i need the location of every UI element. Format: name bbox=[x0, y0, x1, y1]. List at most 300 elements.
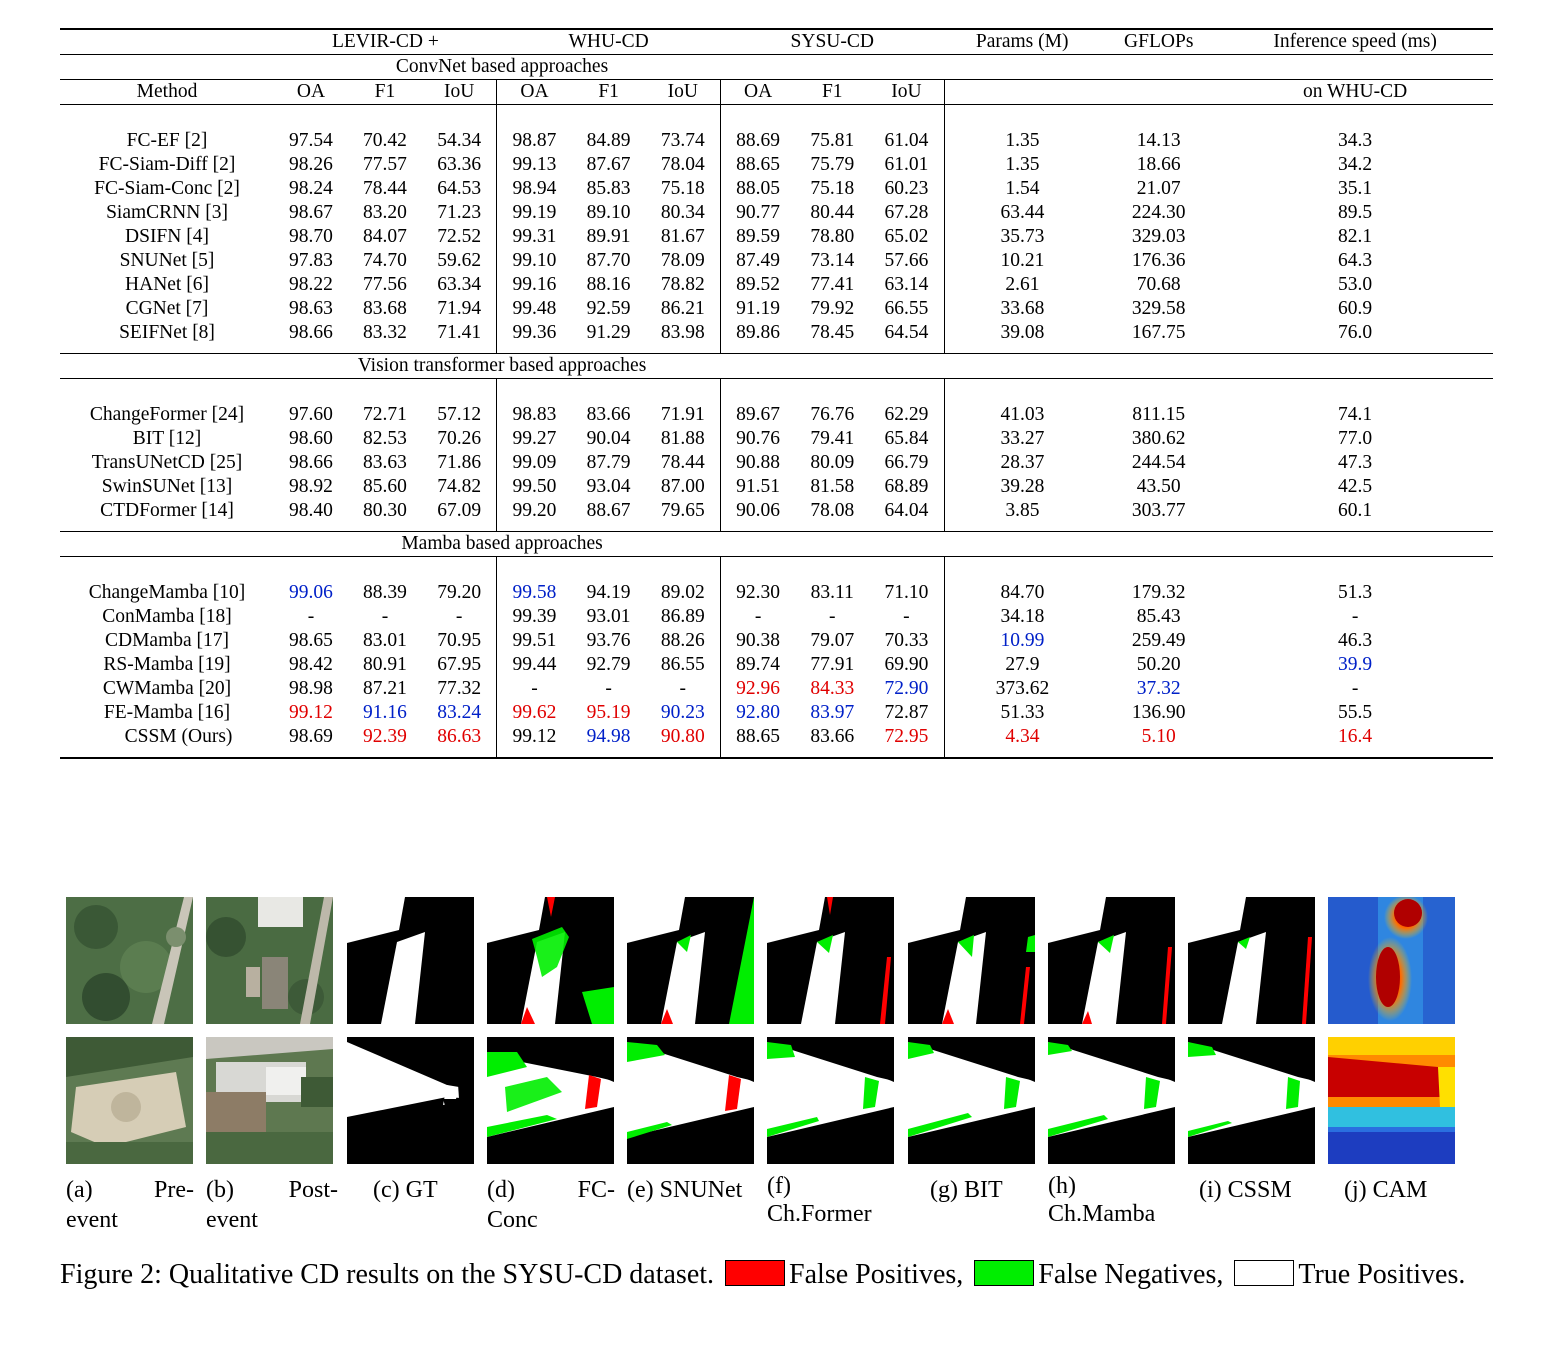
value-cell: 90.80 bbox=[646, 725, 721, 758]
value-cell: 14.13 bbox=[1136, 130, 1181, 151]
value-cell: 86.89 bbox=[646, 605, 721, 629]
value-cell: 99.62 bbox=[512, 702, 557, 723]
value-cell: 94.98 bbox=[586, 726, 631, 747]
fc-conc-result-2 bbox=[487, 1037, 614, 1164]
spacer bbox=[348, 557, 422, 582]
spacer bbox=[497, 379, 572, 404]
method-name: CSSM (Ours) bbox=[124, 726, 233, 747]
value-cell: 98.92 bbox=[289, 476, 333, 497]
value-cell: 3.85 bbox=[1005, 500, 1040, 521]
speed-note: on WHU-CD bbox=[1303, 81, 1408, 102]
value-cell: 47.3 bbox=[1338, 452, 1373, 473]
value-cell: 4.34 bbox=[1005, 726, 1040, 747]
false-positive-swatch bbox=[725, 1260, 785, 1286]
value-cell: 89.10 bbox=[586, 202, 631, 223]
spacer bbox=[348, 379, 422, 404]
value-cell: 87.70 bbox=[586, 250, 631, 271]
spacer bbox=[1217, 379, 1493, 404]
group-title: ConvNet based approaches bbox=[395, 56, 609, 77]
value-cell: 64.3 bbox=[1338, 250, 1373, 271]
value-cell: 99.39 bbox=[512, 606, 557, 627]
value-cell: 55.5 bbox=[1338, 702, 1373, 723]
value-cell: 84.70 bbox=[1000, 582, 1045, 603]
value-cell: 99.12 bbox=[289, 702, 333, 723]
value-cell: 90.38 bbox=[736, 630, 781, 651]
value-cell: 18.66 bbox=[1136, 154, 1181, 175]
value-cell: 244.54 bbox=[1131, 452, 1186, 473]
value-cell: 86.21 bbox=[646, 297, 721, 321]
value-cell: 85.60 bbox=[363, 476, 407, 497]
value-cell: 81.58 bbox=[810, 476, 855, 497]
value-cell: 373.62 bbox=[995, 678, 1050, 699]
value-cell: 80.09 bbox=[810, 452, 855, 473]
value-cell: 83.98 bbox=[646, 321, 721, 354]
value-cell: 98.67 bbox=[289, 202, 333, 223]
value-cell: 64.53 bbox=[422, 177, 497, 201]
value-cell: 59.62 bbox=[422, 249, 497, 273]
value-cell: 66.55 bbox=[869, 297, 944, 321]
value-cell: 303.77 bbox=[1131, 500, 1186, 521]
spacer bbox=[944, 557, 1100, 582]
value-cell: 99.27 bbox=[512, 428, 557, 449]
value-cell: 99.58 bbox=[512, 582, 557, 603]
value-cell: 89.67 bbox=[736, 404, 781, 425]
metric-header: F1 bbox=[598, 81, 619, 102]
value-cell: 71.10 bbox=[869, 581, 944, 605]
method-name: ChangeMamba [10] bbox=[88, 582, 246, 603]
value-cell: 98.40 bbox=[289, 500, 333, 521]
value-cell: 99.16 bbox=[512, 274, 557, 295]
value-cell: 98.66 bbox=[289, 452, 333, 473]
value-cell: 92.79 bbox=[586, 654, 631, 675]
value-cell: 70.26 bbox=[422, 427, 497, 451]
spacer-row bbox=[60, 379, 1493, 404]
value-cell: 83.32 bbox=[363, 322, 407, 343]
value-cell: 89.91 bbox=[586, 226, 631, 247]
method-name: ChangeFormer [24] bbox=[89, 404, 245, 425]
table-row bbox=[60, 321, 1493, 354]
value-cell: 72.87 bbox=[869, 701, 944, 725]
caption-f: (f) Ch.Former bbox=[767, 1173, 872, 1227]
pre-event-image-1 bbox=[66, 897, 193, 1024]
value-cell: 90.77 bbox=[736, 202, 781, 223]
value-cell: 68.89 bbox=[869, 475, 944, 499]
spacer bbox=[1100, 105, 1217, 130]
value-cell: 69.90 bbox=[869, 653, 944, 677]
method-name: SEIFNet [8] bbox=[119, 322, 215, 343]
value-cell: 71.41 bbox=[422, 321, 497, 354]
spacer bbox=[720, 379, 795, 404]
spacer bbox=[422, 557, 497, 582]
value-cell: - bbox=[307, 606, 315, 627]
value-cell: 99.19 bbox=[512, 202, 557, 223]
method-name: FC-Siam-Diff [2] bbox=[98, 154, 236, 175]
value-cell: 99.50 bbox=[512, 476, 557, 497]
value-cell: 75.18 bbox=[646, 177, 721, 201]
spacer-row bbox=[60, 105, 1493, 130]
value-cell: 92.39 bbox=[363, 726, 407, 747]
table-row bbox=[60, 273, 1493, 297]
metric-header: IoU bbox=[646, 80, 721, 105]
value-cell: 83.66 bbox=[586, 404, 631, 425]
value-cell: 78.04 bbox=[646, 153, 721, 177]
value-cell: 72.71 bbox=[363, 404, 407, 425]
method-name: CWMamba [20] bbox=[102, 678, 232, 699]
table-row bbox=[60, 129, 1493, 153]
value-cell: 35.1 bbox=[1338, 178, 1373, 199]
value-cell: 75.81 bbox=[810, 130, 855, 151]
value-cell: - bbox=[646, 677, 721, 701]
metric-header: F1 bbox=[821, 81, 843, 102]
value-cell: 99.06 bbox=[289, 582, 333, 603]
value-cell: 79.65 bbox=[646, 499, 721, 532]
value-cell: - bbox=[754, 606, 762, 627]
value-cell: 84.33 bbox=[810, 678, 855, 699]
method-name: SwinSUNet [13] bbox=[101, 476, 233, 497]
value-cell: 88.65 bbox=[736, 726, 781, 747]
value-cell: 98.24 bbox=[289, 178, 333, 199]
value-cell: 60.23 bbox=[869, 177, 944, 201]
method-name: FC-Siam-Conc [2] bbox=[94, 178, 240, 199]
spacer bbox=[720, 105, 795, 130]
method-name: ConMamba [18] bbox=[102, 606, 232, 627]
value-cell: 79.20 bbox=[422, 581, 497, 605]
table-row bbox=[60, 701, 1493, 725]
value-cell: 34.18 bbox=[1000, 606, 1045, 627]
value-cell: 77.56 bbox=[363, 274, 407, 295]
value-cell: 34.3 bbox=[1338, 130, 1373, 151]
value-cell: 99.20 bbox=[512, 500, 557, 521]
value-cell: 91.19 bbox=[736, 298, 781, 319]
value-cell: 1.35 bbox=[1005, 130, 1040, 151]
value-cell: 92.96 bbox=[736, 678, 781, 699]
table-row bbox=[60, 629, 1493, 653]
table-row bbox=[60, 653, 1493, 677]
value-cell: 78.45 bbox=[810, 322, 855, 343]
value-cell: 28.37 bbox=[1000, 452, 1045, 473]
caption-i: (i) CSSM bbox=[1199, 1177, 1292, 1203]
value-cell: - bbox=[605, 678, 612, 699]
gt-mask-2 bbox=[347, 1037, 474, 1164]
value-cell: 39.9 bbox=[1338, 654, 1373, 675]
value-cell: 98.70 bbox=[289, 226, 333, 247]
value-cell: 83.01 bbox=[363, 630, 407, 651]
value-cell: 91.16 bbox=[363, 702, 407, 723]
value-cell: 63.36 bbox=[422, 153, 497, 177]
header-blank bbox=[944, 80, 1100, 105]
value-cell: 37.32 bbox=[1136, 678, 1181, 699]
value-cell: 82.1 bbox=[1338, 226, 1373, 247]
legend-tail: Positives. bbox=[1357, 1259, 1466, 1290]
value-cell: 64.04 bbox=[869, 499, 944, 532]
caption-b: (b) Post- event bbox=[206, 1177, 338, 1233]
value-cell: 27.9 bbox=[1005, 654, 1040, 675]
dataset-header: WHU-CD bbox=[568, 31, 649, 52]
value-cell: 70.68 bbox=[1136, 274, 1181, 295]
value-cell: 51.3 bbox=[1338, 582, 1373, 603]
value-cell: 99.13 bbox=[512, 154, 557, 175]
spacer bbox=[572, 557, 646, 582]
spacer bbox=[869, 379, 944, 404]
value-cell: 39.08 bbox=[1000, 322, 1045, 343]
spacer bbox=[944, 379, 1100, 404]
value-cell: 35.73 bbox=[1000, 226, 1045, 247]
spacer bbox=[646, 379, 721, 404]
value-cell: 329.03 bbox=[1131, 226, 1186, 247]
value-cell: 98.42 bbox=[289, 654, 333, 675]
method-name: CGNet [7] bbox=[125, 298, 209, 319]
value-cell: 97.54 bbox=[289, 130, 333, 151]
value-cell: 97.83 bbox=[289, 250, 333, 271]
value-cell: 81.67 bbox=[646, 225, 721, 249]
value-cell: 85.43 bbox=[1136, 606, 1181, 627]
value-cell: 2.61 bbox=[1005, 274, 1040, 295]
spacer bbox=[944, 105, 1100, 130]
value-cell: 94.19 bbox=[586, 582, 631, 603]
value-cell: 60.1 bbox=[1338, 500, 1373, 521]
value-cell: 60.9 bbox=[1338, 298, 1373, 319]
header-blank bbox=[60, 29, 274, 55]
value-cell: 90.88 bbox=[736, 452, 781, 473]
value-cell: 98.87 bbox=[512, 130, 557, 151]
caption-h: (h) Ch.Mamba bbox=[1048, 1173, 1156, 1227]
value-cell: 99.09 bbox=[512, 452, 557, 473]
changeformer-result-2 bbox=[767, 1037, 894, 1164]
value-cell: 90.04 bbox=[586, 428, 631, 449]
value-cell: 87.00 bbox=[646, 475, 721, 499]
metric-header: OA bbox=[296, 81, 326, 102]
group-title-row bbox=[60, 354, 1493, 379]
value-cell: 380.62 bbox=[1131, 428, 1186, 449]
value-cell: 87.49 bbox=[736, 250, 781, 271]
value-cell: 21.07 bbox=[1136, 178, 1181, 199]
value-cell: 224.30 bbox=[1131, 202, 1186, 223]
table-row bbox=[60, 201, 1493, 225]
value-cell: 70.42 bbox=[363, 130, 407, 151]
value-cell: 43.50 bbox=[1136, 476, 1181, 497]
group-title: Mamba based approaches bbox=[401, 533, 603, 554]
spacer bbox=[1217, 557, 1493, 582]
metric-header: IoU bbox=[422, 80, 497, 105]
value-cell: 89.5 bbox=[1338, 202, 1373, 223]
value-cell: 167.75 bbox=[1131, 322, 1186, 343]
value-cell: 93.01 bbox=[586, 606, 631, 627]
value-cell: - bbox=[1351, 678, 1359, 699]
spacer bbox=[422, 379, 497, 404]
value-cell: 99.51 bbox=[512, 630, 557, 651]
value-cell: 81.88 bbox=[646, 427, 721, 451]
value-cell: 86.63 bbox=[422, 725, 497, 758]
value-cell: - bbox=[829, 606, 836, 627]
method-name: TransUNetCD [25] bbox=[91, 452, 243, 473]
spacer bbox=[274, 105, 348, 130]
value-cell: 78.44 bbox=[363, 178, 407, 199]
table-row bbox=[60, 297, 1493, 321]
value-cell: 78.44 bbox=[646, 451, 721, 475]
value-cell: 99.10 bbox=[512, 250, 557, 271]
value-cell: 98.83 bbox=[512, 404, 557, 425]
post-event-image-1 bbox=[206, 897, 333, 1024]
value-cell: 71.94 bbox=[422, 297, 497, 321]
value-cell: 50.20 bbox=[1136, 654, 1181, 675]
value-cell: 63.14 bbox=[869, 273, 944, 297]
value-cell: 74.1 bbox=[1338, 404, 1373, 425]
table-row bbox=[60, 177, 1493, 201]
header-blank bbox=[1100, 80, 1217, 105]
value-cell: 92.59 bbox=[586, 298, 631, 319]
value-cell: 57.12 bbox=[422, 403, 497, 427]
value-cell: - bbox=[422, 605, 497, 629]
fc-conc-result-1 bbox=[487, 897, 614, 1024]
changemamba-result-1 bbox=[1048, 897, 1175, 1024]
caption-j: (j) CAM bbox=[1344, 1177, 1428, 1203]
value-cell: 99.44 bbox=[512, 654, 557, 675]
metric-header: OA bbox=[520, 81, 549, 102]
value-cell: 41.03 bbox=[1000, 404, 1045, 425]
value-cell: 80.34 bbox=[646, 201, 721, 225]
value-cell: 80.91 bbox=[363, 654, 407, 675]
value-cell: 176.36 bbox=[1131, 250, 1186, 271]
spacer bbox=[274, 379, 348, 404]
value-cell: 16.4 bbox=[1338, 726, 1373, 747]
value-cell: 98.60 bbox=[289, 428, 333, 449]
table-row bbox=[60, 249, 1493, 273]
snunet-result-2 bbox=[627, 1037, 754, 1164]
changeformer-result-1 bbox=[767, 897, 894, 1024]
value-cell: 71.86 bbox=[422, 451, 497, 475]
value-cell: 136.90 bbox=[1131, 702, 1186, 723]
false-negative-swatch bbox=[974, 1260, 1034, 1286]
value-cell: 259.49 bbox=[1131, 630, 1186, 651]
spacer bbox=[869, 105, 944, 130]
figure-caption bbox=[60, 1258, 1500, 1291]
value-cell: 83.66 bbox=[810, 726, 855, 747]
value-cell: 1.35 bbox=[1005, 154, 1040, 175]
value-cell: 88.69 bbox=[736, 130, 781, 151]
value-cell: 77.57 bbox=[363, 154, 407, 175]
value-cell: 67.09 bbox=[422, 499, 497, 532]
value-cell: 83.11 bbox=[810, 582, 854, 603]
value-cell: 62.29 bbox=[869, 403, 944, 427]
value-cell: 39.28 bbox=[1000, 476, 1045, 497]
pre-event-image-2 bbox=[66, 1037, 193, 1164]
value-cell: 72.90 bbox=[869, 677, 944, 701]
value-cell: 46.3 bbox=[1338, 630, 1373, 651]
value-cell: 99.48 bbox=[512, 298, 557, 319]
method-name: FE-Mamba [16] bbox=[103, 702, 231, 723]
value-cell: 83.63 bbox=[363, 452, 407, 473]
value-cell: 97.60 bbox=[289, 404, 333, 425]
spacer-row bbox=[60, 557, 1493, 582]
value-cell: 89.02 bbox=[646, 581, 721, 605]
cost-header: Params (M) bbox=[975, 31, 1069, 52]
figure-caption-text: Figure 2: Qualitative CD results on the SYSU-CD dataset. bbox=[60, 1259, 715, 1290]
table-row bbox=[60, 677, 1493, 701]
value-cell: 65.02 bbox=[869, 225, 944, 249]
value-cell: 70.95 bbox=[422, 629, 497, 653]
value-cell: 87.79 bbox=[586, 452, 631, 473]
value-cell: 98.63 bbox=[289, 298, 333, 319]
value-cell: 61.01 bbox=[869, 153, 944, 177]
value-cell: 1.54 bbox=[1005, 178, 1040, 199]
group-blank bbox=[944, 354, 1493, 379]
value-cell: 66.79 bbox=[869, 451, 944, 475]
spacer bbox=[1100, 557, 1217, 582]
metric-header: OA bbox=[744, 81, 773, 102]
value-cell: 90.76 bbox=[736, 428, 781, 449]
value-cell: 78.09 bbox=[646, 249, 721, 273]
value-cell: 98.69 bbox=[289, 726, 333, 747]
method-name: SNUNet [5] bbox=[119, 250, 215, 271]
value-cell: 89.86 bbox=[736, 322, 781, 343]
spacer bbox=[497, 105, 572, 130]
cam-heatmap-2 bbox=[1328, 1037, 1455, 1164]
caption-e: (e) SNUNet bbox=[627, 1177, 743, 1203]
spacer bbox=[572, 379, 646, 404]
value-cell: 90.06 bbox=[736, 500, 781, 521]
value-cell: 76.76 bbox=[810, 404, 855, 425]
value-cell: 78.82 bbox=[646, 273, 721, 297]
value-cell: 98.98 bbox=[289, 678, 333, 699]
method-name: HANet [6] bbox=[125, 274, 209, 295]
legend-fn: False Negatives, bbox=[1038, 1259, 1224, 1290]
value-cell: 92.80 bbox=[736, 702, 781, 723]
bit-result-2 bbox=[908, 1037, 1035, 1164]
gt-mask-1 bbox=[347, 897, 474, 1024]
value-cell: 63.34 bbox=[422, 273, 497, 297]
caption-a: (a) Pre- event bbox=[66, 1177, 194, 1233]
spacer bbox=[572, 105, 646, 130]
value-cell: 70.33 bbox=[869, 629, 944, 653]
cost-header: GFLOPs bbox=[1124, 31, 1194, 52]
caption-d: (d) FC- Conc bbox=[487, 1177, 615, 1233]
dataset-header-row bbox=[60, 29, 1493, 55]
value-cell: 78.80 bbox=[810, 226, 855, 247]
value-cell: 77.91 bbox=[810, 654, 855, 675]
cssm-result-2 bbox=[1188, 1037, 1315, 1164]
spacer bbox=[869, 557, 944, 582]
value-cell: 61.04 bbox=[869, 129, 944, 153]
value-cell: 33.27 bbox=[1000, 428, 1045, 449]
table-row bbox=[60, 225, 1493, 249]
table-row bbox=[60, 427, 1493, 451]
metric-header-row bbox=[60, 80, 1493, 105]
value-cell: 73.74 bbox=[646, 129, 721, 153]
value-cell: 51.33 bbox=[1000, 702, 1045, 723]
table-row bbox=[60, 451, 1493, 475]
true-positive-swatch bbox=[1234, 1260, 1294, 1286]
value-cell: 98.65 bbox=[289, 630, 333, 651]
method-name: RS-Mamba [19] bbox=[103, 654, 231, 675]
value-cell: 88.26 bbox=[646, 629, 721, 653]
post-event-image-2 bbox=[206, 1037, 333, 1164]
value-cell: 77.41 bbox=[810, 274, 855, 295]
value-cell: - bbox=[869, 605, 944, 629]
group-blank bbox=[944, 55, 1493, 80]
method-header: Method bbox=[136, 81, 198, 102]
value-cell: 89.52 bbox=[736, 274, 781, 295]
value-cell: 85.83 bbox=[586, 178, 631, 199]
value-cell: 64.54 bbox=[869, 321, 944, 354]
snunet-result-1 bbox=[627, 897, 754, 1024]
group-title-row bbox=[60, 55, 1493, 80]
value-cell: 88.16 bbox=[586, 274, 631, 295]
value-cell: 88.65 bbox=[736, 154, 781, 175]
value-cell: 71.23 bbox=[422, 201, 497, 225]
value-cell: 99.12 bbox=[512, 726, 557, 747]
value-cell: 10.21 bbox=[1000, 250, 1045, 271]
value-cell: 89.74 bbox=[736, 654, 781, 675]
